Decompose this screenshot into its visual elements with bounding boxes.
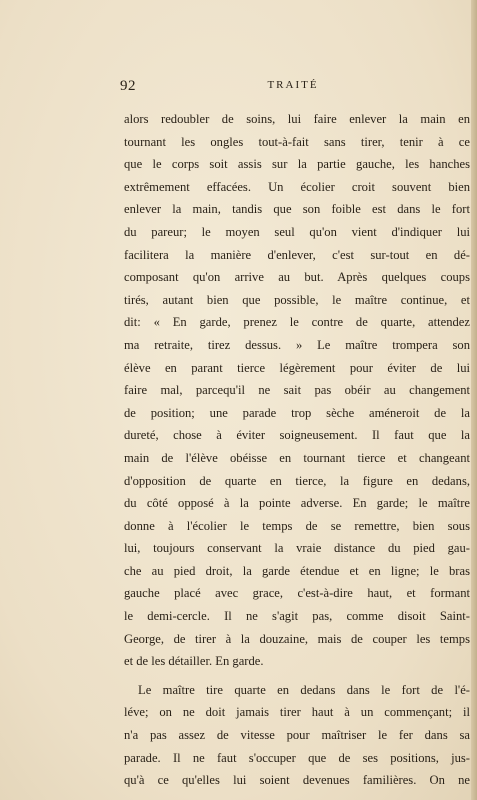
text-line: tirés, autant bien que possible, le maître continue, et xyxy=(124,292,470,307)
text-line: et de les détailler. En garde. xyxy=(124,654,264,669)
text-line: de position; une parade trop sèche améneroit de la xyxy=(124,405,470,420)
running-title: TRAITÉ xyxy=(267,79,319,91)
text-line: le demi-cercle. Il ne s'agit pas, comme disoit Saint- xyxy=(124,609,470,624)
text-line: facilitera la manière d'enlever, c'est sur-tout en dé- xyxy=(124,247,470,262)
text-line: Le maître tire quarte en dedans dans le fort de l'é- xyxy=(138,682,470,697)
text-line: ma retraite, tirez dessus. » Le maître trompera son xyxy=(124,337,470,352)
text-line: gauche placé avec grace, c'est-à-dire haut, et formant xyxy=(124,586,470,601)
text-line: composant qu'on arrive au but. Après quelques coups xyxy=(124,270,470,285)
text-line: faire mal, parcequ'il ne sait pas obéir au changement xyxy=(124,383,470,398)
text-line: main de l'élève obéisse en tournant tierce et changeant xyxy=(124,450,470,465)
text-line: George, de tirer à la douzaine, mais de couper les temps xyxy=(124,631,470,646)
text-line: tournant les ongles tout-à-fait sans tirer, tenir à ce xyxy=(124,134,470,149)
page-edge xyxy=(471,0,477,800)
text-line: lui, toujours conservant la vraie distance du pied gau- xyxy=(124,541,470,556)
page-header xyxy=(120,78,466,96)
text-line: che au pied droit, la garde étendue et en ligne; le bras xyxy=(124,563,470,578)
page-number: 92 xyxy=(120,78,136,94)
text-line: parade. Il ne faut s'occuper que de ses positions, jus- xyxy=(124,750,470,765)
text-line: léve; on ne doit jamais tirer haut à un commençant; il xyxy=(124,705,470,720)
text-line: du côté opposé à la pointe adverse. En garde; le maître xyxy=(124,496,470,511)
paragraph-2 xyxy=(124,679,470,792)
text-line: n'a pas assez de vitesse pour maîtriser le fer dans sa xyxy=(124,728,470,743)
text-line: que le corps soit assis sur la partie gauche, les hanches xyxy=(124,157,470,172)
text-line: d'opposition de quarte en tierce, la figure en dedans, xyxy=(124,473,470,488)
text-line: donne à l'écolier le temps de se remettre, bien sous xyxy=(124,518,470,533)
paragraph-1 xyxy=(124,108,470,673)
text-line: alors redoubler de soins, lui faire enlever la main en xyxy=(124,112,470,126)
text-line: élève en parant tierce légèrement pour éviter de lui xyxy=(124,360,470,375)
text-line: enlever la main, tandis que son foible est dans le fort xyxy=(124,202,470,217)
body-text xyxy=(124,108,470,792)
text-line: qu'à ce qu'elles lui soient devenues familières. On ne xyxy=(124,773,470,788)
text-line: du pareur; le moyen seul qu'on vient d'indiquer lui xyxy=(124,224,470,239)
text-line: dureté, chose à éviter soigneusement. Il faut que la xyxy=(124,428,470,443)
text-line: dit: « En garde, prenez le contre de quarte, attendez xyxy=(124,315,470,330)
text-line: extrêmement effacées. Un écolier croit souvent bien xyxy=(124,179,470,194)
